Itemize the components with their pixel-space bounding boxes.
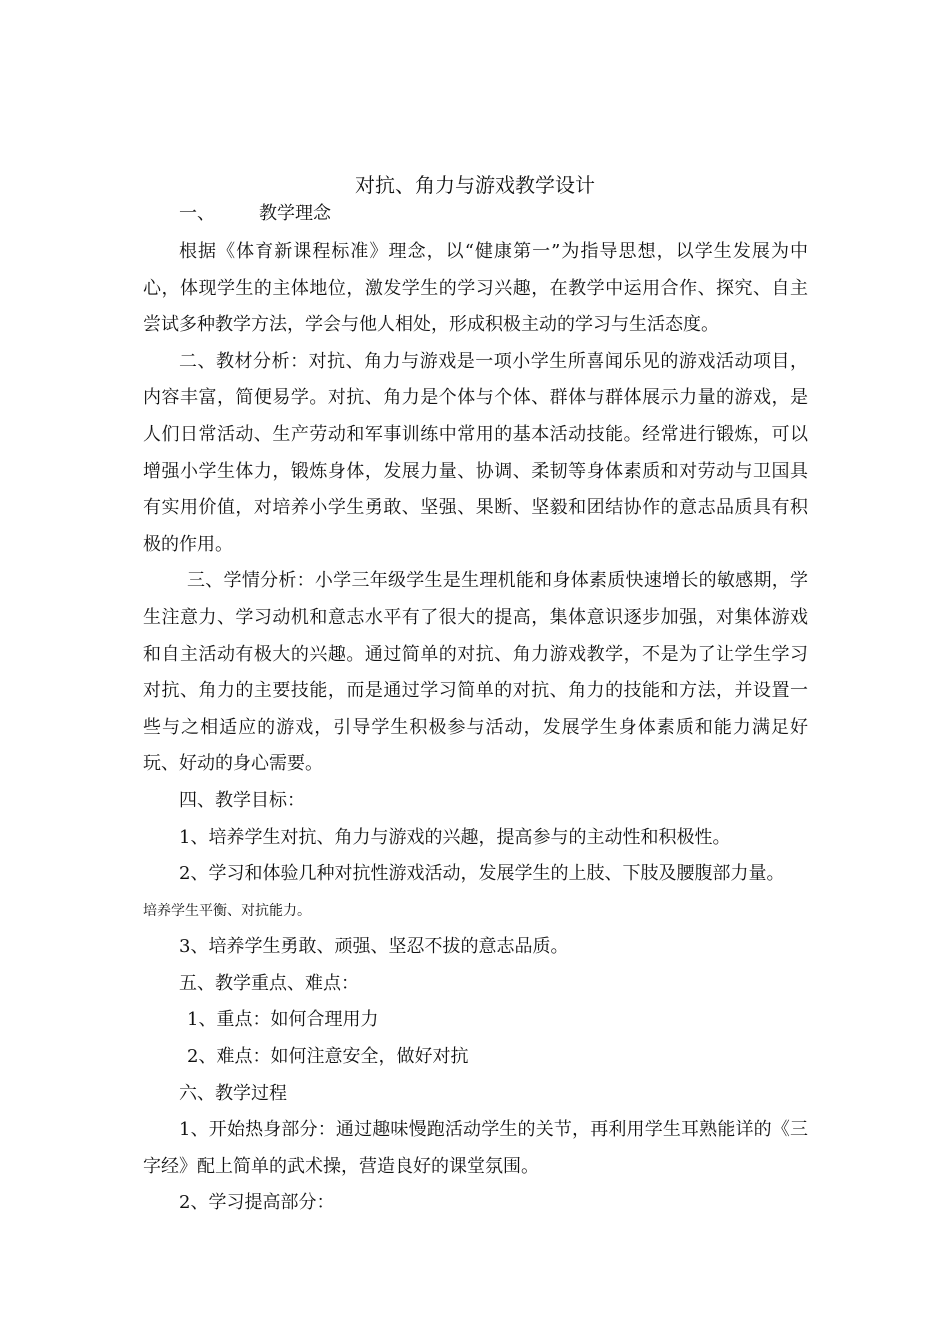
paragraph-material-analysis: 二、教材分析：对抗、角力与游戏是一项小学生所喜闻乐见的游戏活动项目，内容丰富，简便易学。对抗、角力是个体与个体、群体与群体展示力量的游戏，是人们日常活动、生产劳动和军事训练中常用的基本活动技能。经常进行锻炼，可以增强小学生体力，锻炼身体，发展力量、协调、柔韧等身体素质和对劳动与卫国具有实用价值，对培养小学生勇敢、坚强、果断、坚毅和团结协作的意志品质具有积极的作用。 xyxy=(143,350,808,555)
paragraph-student-analysis: 三、学情分析：小学三年级学生是生理机能和身体素质快速增长的敏感期，学生注意力、学习动机和意志水平有了很大的提高，集体意识逐步加强，对集体游戏和自主活动有极大的兴趣。通过简单的对抗、角力游戏教学，不是为了让学生学习对抗、角力的主要技能，而是通过学习简单的对抗、角力的技能和方法，并设置一些与之相适应的游戏，引导学生积极参与活动，发展学生身体素质和能力满足好玩、好动的身心需要。 xyxy=(143,570,808,775)
keypoint-item-1: 1、重点：如何合理用力 xyxy=(187,1009,379,1031)
paragraph-philosophy: 根据《体育新课程标准》理念，以“健康第一”为指导思想，以学生发展为中心，体现学生的主体地位，激发学生的学习兴趣，在教学中运用合作、探究、自主尝试多种教学方法，学会与他人相处，形成积极主动的学习与生活态度。 xyxy=(143,241,808,336)
goal-item-1: 1、培养学生对抗、角力与游戏的兴趣，提高参与的主动性和积极性。 xyxy=(179,826,731,848)
process-item-1: 1、开始热身部分：通过趣味慢跑活动学生的关节，再利用学生耳熟能详的《三字经》配上简单的武术操，营造良好的课堂氛围。 xyxy=(143,1119,808,1177)
section-heading-1 xyxy=(143,196,808,230)
section-label: 教学理念 xyxy=(259,203,331,224)
document-body xyxy=(143,196,808,1222)
document-title: 对抗、角力与游戏教学设计 xyxy=(355,173,595,197)
section-number: 一、 xyxy=(179,203,215,224)
process-item-2: 2、学习提高部分： xyxy=(179,1192,335,1214)
section-heading-keypoints: 五、教学重点、难点： xyxy=(179,972,359,994)
goal-item-2: 2、学习和体验几种对抗性游戏活动，发展学生的上肢、下肢及腰腹部力量。 xyxy=(179,863,785,885)
section-heading-goals: 四、教学目标： xyxy=(179,789,305,811)
keypoint-item-2: 2、难点：如何注意安全，做好对抗 xyxy=(187,1046,469,1068)
goal-item-2-continued: 培养学生平衡、对抗能力。 xyxy=(143,902,311,919)
section-heading-process: 六、教学过程 xyxy=(179,1082,287,1104)
goal-item-3: 3、培养学生勇敢、顽强、坚忍不拔的意志品质。 xyxy=(179,936,569,958)
